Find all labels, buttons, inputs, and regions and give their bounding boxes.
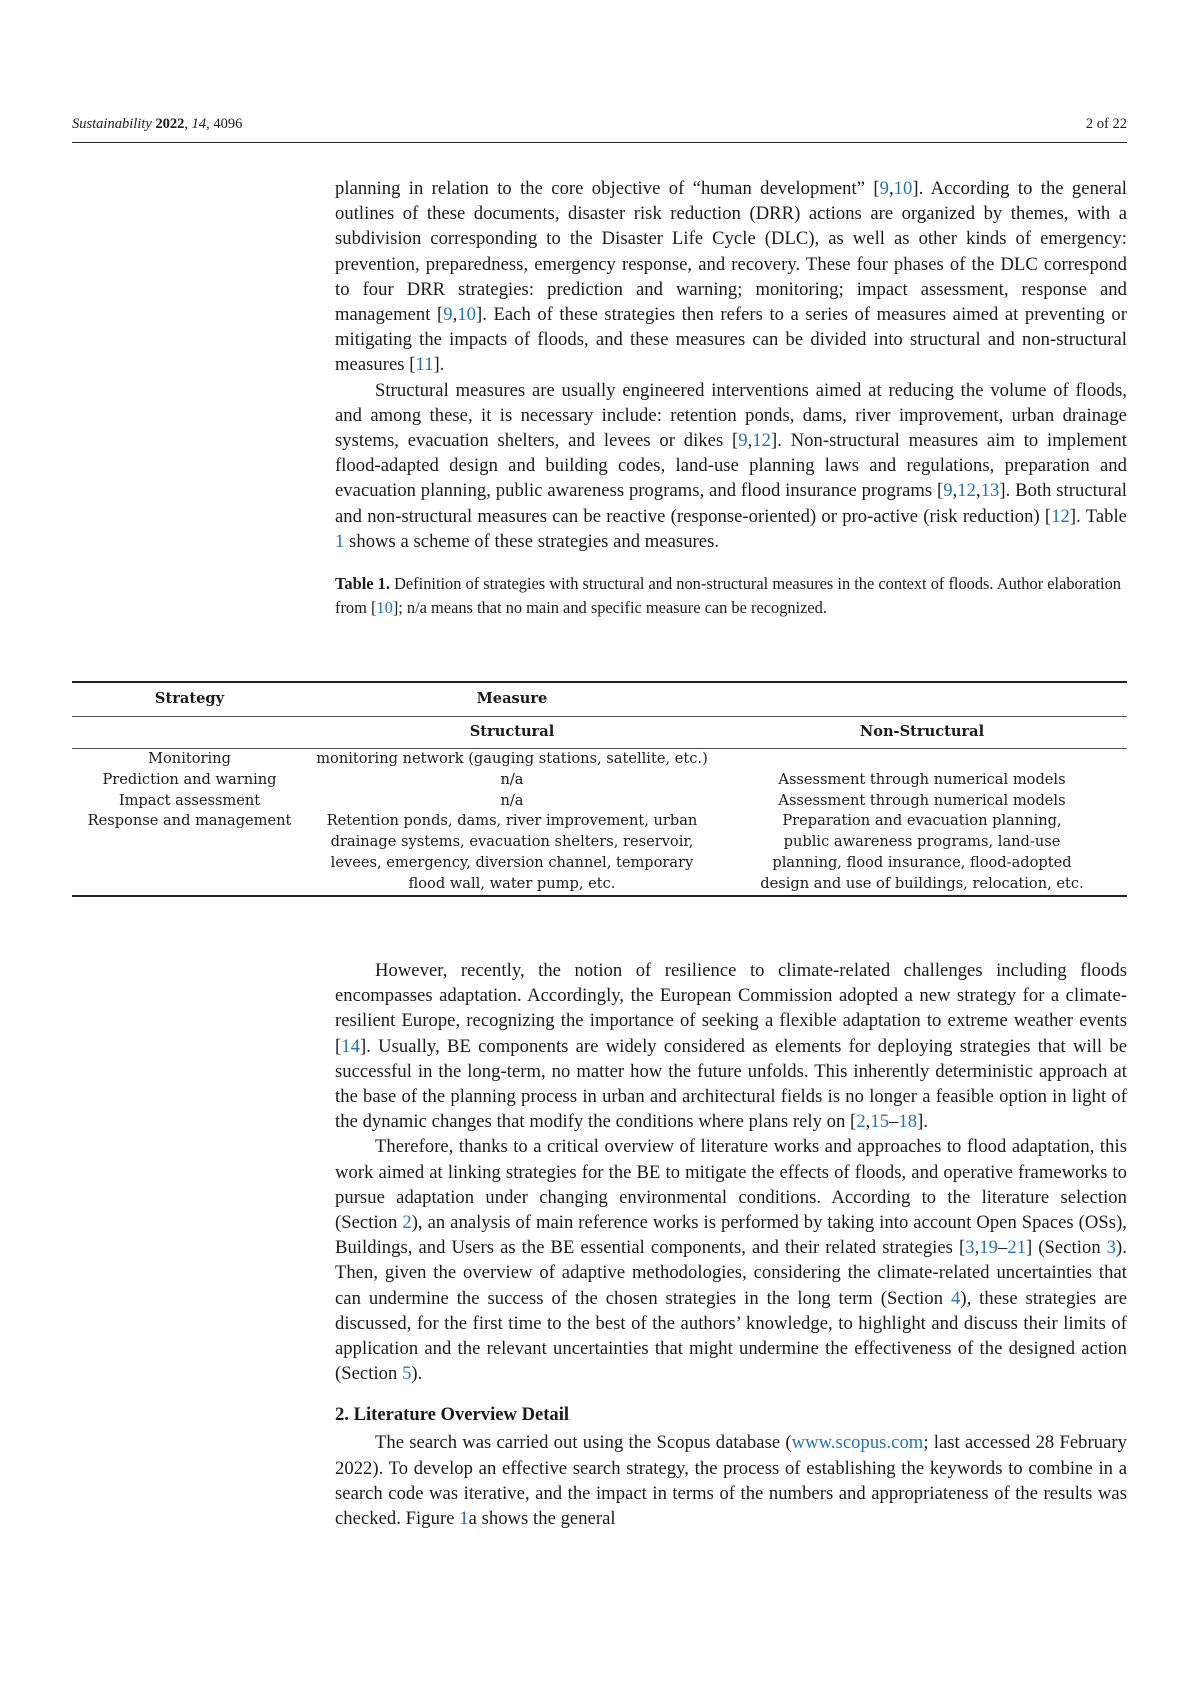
citation-link[interactable]: 18 bbox=[898, 1111, 918, 1133]
cell-line: levees, emergency, diversion channel, temporary bbox=[330, 853, 694, 871]
citation-link[interactable]: 13 bbox=[980, 480, 1000, 502]
text: ). Then, given the overview of adaptive methodologies, considering the climate-related uncertainties that can undermine the success of the chosen strategies in the long term (Section bbox=[335, 1237, 1127, 1309]
col-header-structural: Structural bbox=[307, 717, 717, 749]
empty-header bbox=[717, 682, 1127, 717]
table-label: Table 1. bbox=[335, 574, 390, 594]
citation-link[interactable]: 2 bbox=[856, 1111, 866, 1133]
cell-strategy: Prediction and warning bbox=[102, 770, 277, 788]
text: However, recently, the notion of resilience to climate-related challenges including floods encompasses adaptation. Accordingly, the European Commission adopted a new strategy for a climate-resilient Europe, recognizing the importance of seeking a flexible adaptation to extreme weather events [ bbox=[335, 960, 1127, 1057]
cell-non-structural bbox=[717, 811, 1127, 895]
citation-link[interactable]: 3 bbox=[965, 1237, 975, 1259]
cell-strategy: Monitoring bbox=[148, 750, 231, 767]
cell-line: public awareness programs, land-use bbox=[783, 833, 1061, 851]
strategies-table bbox=[72, 681, 1127, 897]
table-row bbox=[72, 749, 1127, 770]
citation-link[interactable]: 15 bbox=[870, 1111, 890, 1133]
paragraph-5 bbox=[335, 1430, 1127, 1531]
text: ]. Usually, BE components are widely considered as elements for deploying strategies that will be successful in the long-term, no matter how the future unfolds. This inherently deterministic approach at the base of the planning process in urban and architectural fields is no longer a feasible option in light of the dynamic changes that modify the conditions where plans rely on [ bbox=[335, 1035, 1127, 1133]
section-link[interactable]: 5 bbox=[402, 1363, 412, 1385]
citation-link[interactable]: 10 bbox=[893, 178, 913, 199]
table-caption bbox=[335, 572, 1127, 620]
table-subheader-row bbox=[72, 717, 1127, 749]
citation-link[interactable]: 9 bbox=[879, 178, 889, 199]
empty-header bbox=[72, 717, 307, 749]
citation-link[interactable]: 19 bbox=[979, 1237, 998, 1259]
citation-link[interactable]: 12 bbox=[957, 480, 976, 502]
text: ]. Non-structural measures aim to implement flood-adapted design and building codes, land-use planning laws and regulations, preparation and evacuation planning, public awareness programs, and flood insurance programs [ bbox=[335, 430, 1127, 502]
journal-name: Sustainability bbox=[72, 116, 152, 132]
text: , bbox=[952, 480, 958, 502]
col-header-non-structural: Non-Structural bbox=[717, 717, 1127, 749]
text: ]. According to the general outlines of these documents, disaster risk reduction (DRR) actions are organized by themes, with a subdivision corresponding to the Disaster Life Cycle (DLC), as well as other kinds of emergency: prevention, preparedness, emergency response, and recovery. These four phases of the DLC correspond to four DRR strategies: prediction and warning; monitoring; impact assessment, response and management [ bbox=[335, 178, 1127, 326]
article-number: 4096 bbox=[213, 116, 243, 132]
text: ]. bbox=[433, 354, 445, 376]
figure-link[interactable]: 1 bbox=[459, 1508, 469, 1530]
citation-link[interactable]: 12 bbox=[1051, 505, 1070, 527]
citation-link[interactable]: 11 bbox=[415, 354, 434, 376]
cell-line: drainage systems, evacuation shelters, reservoir, bbox=[330, 833, 694, 851]
cell-non-structural bbox=[717, 749, 1127, 770]
cell-non-structural: Assessment through numerical models bbox=[778, 770, 1066, 788]
text: ]. Table bbox=[1069, 505, 1127, 527]
cell-non-structural: Assessment through numerical models bbox=[778, 791, 1066, 809]
cell-line: Preparation and evacuation planning, bbox=[782, 812, 1062, 830]
col-header-strategy: Strategy bbox=[72, 682, 307, 717]
journal-year: 2022 bbox=[155, 116, 185, 132]
text: ]. Each of these strategies then refers to a series of measures aimed at preventing or mitigating the impacts of floods, and these measures can be divided into structural and non-structural measures [ bbox=[335, 304, 1127, 376]
table-row bbox=[72, 811, 1127, 895]
cell-line: flood wall, water pump, etc. bbox=[408, 874, 616, 892]
page-number: 2 of 22 bbox=[1085, 116, 1127, 132]
text: , bbox=[976, 480, 981, 502]
citation-link[interactable]: 9 bbox=[738, 430, 748, 452]
text: shows a scheme of these strategies and measures. bbox=[344, 530, 720, 552]
cell-structural: n/a bbox=[500, 770, 524, 788]
running-header bbox=[72, 110, 1127, 143]
text: ), these strategies are discussed, for the first time to the best of the authors’ knowledge, to highlight and discuss their limits of application and the relevant uncertainties that might undermine the effectiveness of the designed action (Section bbox=[335, 1287, 1127, 1385]
text: ; last accessed 28 February 2022). To develop an effective search strategy, the process of establishing the keywords to combine in a search code was iterative, and the impact in terms of the numbers and appropriateness of the results was checked. Figure bbox=[335, 1432, 1127, 1530]
citation-link[interactable]: 10 bbox=[376, 598, 393, 618]
paragraph-1 bbox=[335, 176, 1127, 378]
cell-strategy: Impact assessment bbox=[118, 791, 261, 809]
body-column-bottom bbox=[335, 958, 1127, 1531]
cell-line: Retention ponds, dams, river improvement, urban bbox=[326, 812, 698, 830]
paragraph-4 bbox=[335, 1134, 1127, 1386]
citation-link[interactable]: 12 bbox=[752, 430, 771, 452]
cell-structural: n/a bbox=[500, 791, 524, 809]
section-link[interactable]: 3 bbox=[1106, 1237, 1117, 1259]
text: , bbox=[452, 304, 458, 326]
text: a shows the general bbox=[468, 1508, 616, 1530]
cell-structural: monitoring network (gauging stations, satellite, etc.) bbox=[316, 750, 708, 767]
text: Therefore, thanks to a critical overview of literature works and approaches to flood adaptation, this work aimed at linking strategies for the BE to mitigate the effects of floods, and operative frameworks to pursue adaptation under changing environmental conditions. According to the literature selection (Section bbox=[335, 1136, 1127, 1234]
cell-line: planning, flood insurance, flood-adopted bbox=[772, 853, 1072, 871]
scopus-link[interactable]: www.scopus.com bbox=[791, 1432, 924, 1454]
text: , bbox=[865, 1111, 871, 1133]
text: – bbox=[997, 1237, 1008, 1259]
text: The search was carried out using the Scopus database ( bbox=[375, 1432, 792, 1454]
cell-line: design and use of buildings, relocation, etc. bbox=[760, 874, 1084, 892]
cell-structural bbox=[307, 811, 717, 895]
section-link[interactable]: 2 bbox=[402, 1212, 412, 1234]
table-row bbox=[72, 770, 1127, 791]
text: Definition of strategies with structural and non-structural measures in the context of floods. Author elaboration from [ bbox=[335, 574, 1121, 618]
table-link[interactable]: 1 bbox=[335, 530, 345, 552]
journal-volume: 14 bbox=[191, 116, 207, 132]
text: , bbox=[747, 430, 753, 452]
paragraph-3 bbox=[335, 958, 1127, 1134]
text: , bbox=[974, 1237, 980, 1259]
text: ). bbox=[411, 1363, 423, 1385]
body-column-top bbox=[335, 176, 1127, 620]
text: ), an analysis of main reference works is performed by taking into account Open Spaces (OSs), Buildings, and Users as the BE essential components, and their related strategies [ bbox=[335, 1212, 1128, 1259]
paragraph-2 bbox=[335, 378, 1127, 554]
section-link[interactable]: 4 bbox=[950, 1287, 961, 1309]
text: planning in relation to the core objective of “human development” [ bbox=[335, 178, 880, 199]
text: ]; n/a means that no main and specific measure can be recognized. bbox=[392, 598, 827, 618]
citation-link[interactable]: 21 bbox=[1007, 1237, 1027, 1259]
text: ]. Both structural and non-structural measures can be reactive (response-oriented) or pro-active (risk reduction) [ bbox=[335, 480, 1127, 527]
citation-link[interactable]: 10 bbox=[457, 304, 477, 326]
text: Structural measures are usually engineered interventions aimed at reducing the volume of floods, and among these, it is necessary include: retention ponds, dams, river improvement, urban drainage systems, evacuation shelters, and levees or dikes [ bbox=[335, 379, 1127, 452]
journal-citation: Sustainability 2022, 14, 4096 bbox=[72, 116, 243, 132]
citation-link[interactable]: 9 bbox=[943, 480, 953, 502]
citation-link[interactable]: 14 bbox=[341, 1035, 360, 1057]
cell-strategy: Response and management bbox=[72, 811, 307, 895]
col-header-measure: Measure bbox=[307, 682, 717, 717]
table-row bbox=[72, 791, 1127, 812]
section-heading: 2. Literature Overview Detail bbox=[335, 1404, 570, 1426]
table-header-row bbox=[72, 682, 1127, 717]
citation-link[interactable]: 9 bbox=[443, 304, 453, 326]
text: ]. bbox=[917, 1111, 929, 1133]
text: ] (Section bbox=[1026, 1237, 1107, 1259]
text: – bbox=[889, 1111, 899, 1133]
text: , bbox=[888, 178, 894, 199]
